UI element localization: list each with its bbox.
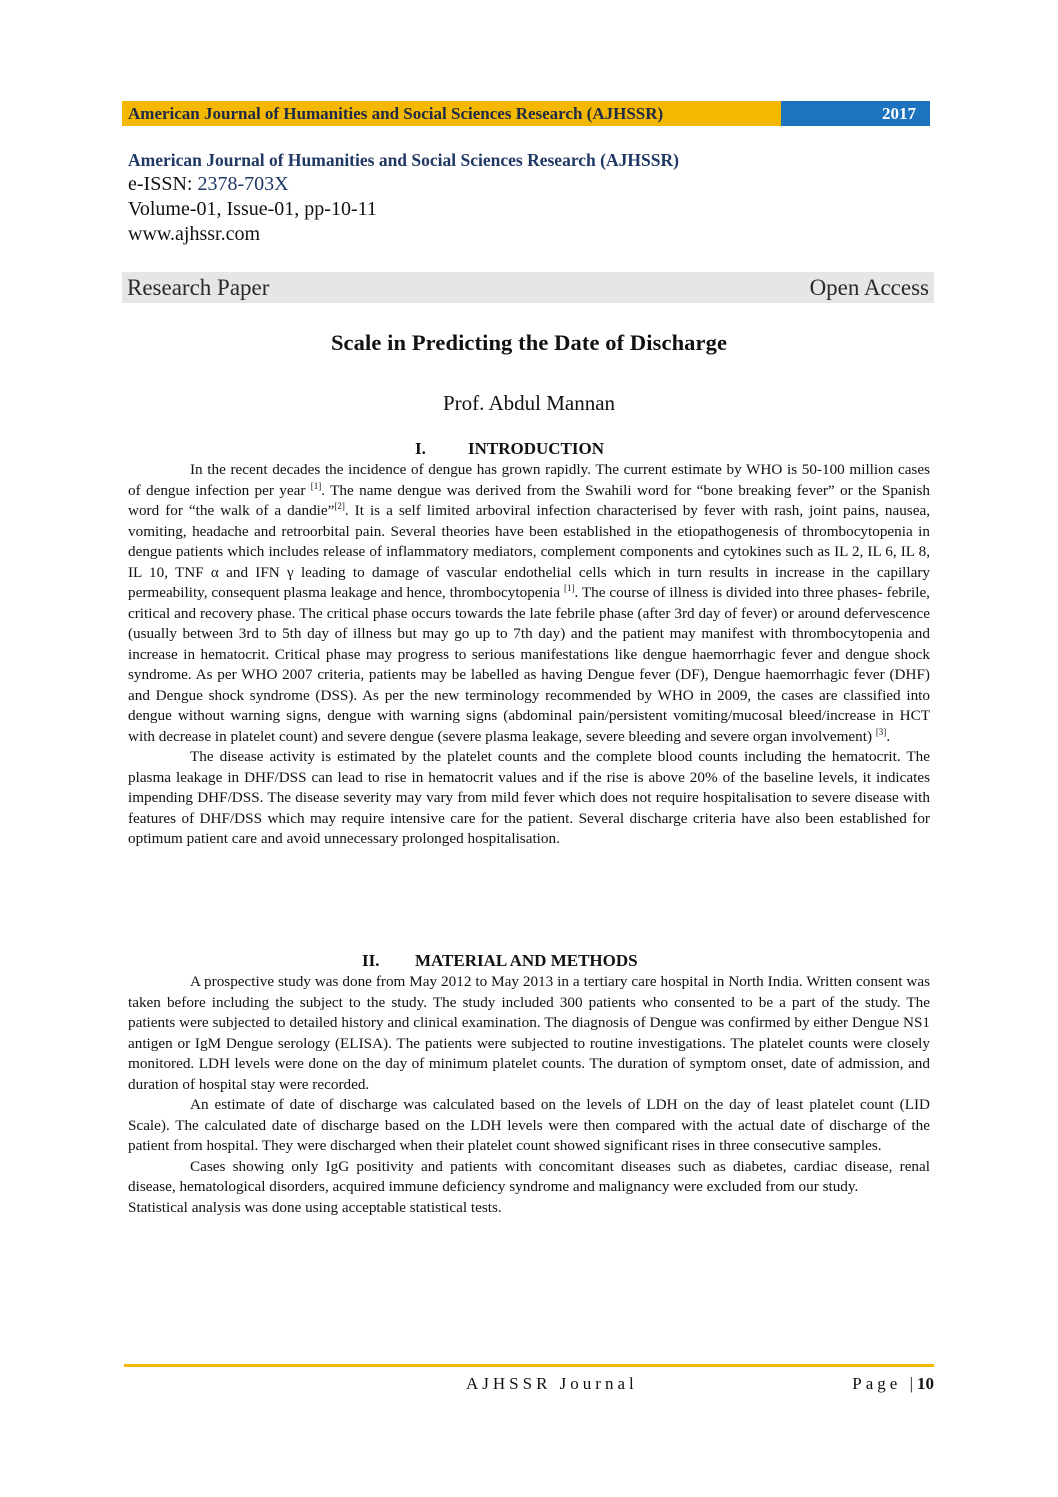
- methods-body: [128, 972, 930, 1218]
- article-type: Research Paper: [127, 274, 270, 300]
- issn-line: [128, 172, 928, 197]
- paragraph-text: .: [886, 727, 891, 745]
- citation: [2]: [334, 501, 345, 511]
- running-header-year: 2017: [781, 101, 930, 126]
- citation: [1]: [310, 480, 322, 491]
- issn-value: 2378-703X: [197, 173, 289, 195]
- page-number: 10: [917, 1374, 934, 1393]
- page-label: Page |: [852, 1374, 917, 1393]
- section-title: INTRODUCTION: [468, 439, 605, 458]
- paragraph: A prospective study was done from May 2012 to May 2013 in a tertiary care hospital in North India. Written consent was taken before including the subject to the study. The study included 300 patients who consented to be a part of the study. The patients were subjected to detailed history and clinical examination. The diagnosis of Dengue was confirmed by either Dengue NS1 antigen or IgM Dengue serology (ELISA). The patients were subjected to routine investigations. The platelet counts were closely monitored. LDH levels were done on the day of minimum platelet counts. The duration of symptom onset, date of admission, and duration of hospital stay were recorded.: [128, 973, 930, 1093]
- article-type-bar: [122, 272, 934, 303]
- paragraph: The disease activity is estimated by the platelet counts and the complete blood counts including the hematocrit. The plasma leakage in DHF/DSS can lead to rise in hematocrit values and if the rise is above 20% of the baseline levels, it indicates impending DHF/DSS. The disease severity may vary from mild fever which does not require hospitalisation to severe disease with features of DHF/DSS which may require intensive care for the patient. Several discharge criteria have also been established for optimum patient care and avoid unnecessary prolonged hospitalisation.: [128, 748, 930, 847]
- footer-rule: [124, 1364, 934, 1367]
- volume-line: Volume-01, Issue-01, pp-10-11: [128, 198, 377, 220]
- paragraph-text: . It is a self limited arboviral infection characterised by fever with rash, joint pains, nausea, vomiting, headache and retroorbital pain. Several theories have been established in the etiopathogenesis of thrombocytopenia in dengue patients which includes release of inflammatory mediators, complement components and cytokines such as IL 2, IL 6, IL 8, IL 10, TNF α and IFN γ leading to damage of vascular endothelial cells which in turn results in increase in the capillary permeability, consequent plasma leakage and hence, thrombocytopenia: [128, 502, 931, 601]
- footer-page-number: [852, 1374, 934, 1394]
- journal-info: [128, 148, 928, 247]
- paragraph-text: In the recent decades the incidence of dengue has grown rapidly. The current estimate by WHO is 50-100 million cases of dengue infection per year: [128, 461, 930, 499]
- website-link[interactable]: www.ajhssr.com: [128, 223, 261, 245]
- access-type: Open Access: [809, 274, 929, 300]
- running-header-journal: American Journal of Humanities and Social Sciences Research (AJHSSR): [122, 101, 781, 126]
- citation: [3]: [875, 726, 887, 737]
- paragraph: [128, 460, 930, 747]
- section-number: II.: [362, 951, 380, 970]
- paragraph-text: . The name dengue was derived from the Swahili word for “bone breaking fever” or the Spanish word for “the walk of a dandie”: [128, 481, 930, 519]
- paper-title: Scale in Predicting the Date of Discharge: [330, 330, 728, 355]
- paragraph: Statistical analysis was done using acceptable statistical tests.: [128, 1198, 502, 1216]
- section-number: I.: [415, 439, 426, 458]
- citation: [1]: [563, 583, 575, 593]
- paper-author: Prof. Abdul Mannan: [442, 391, 616, 415]
- issn-label: e-ISSN:: [128, 173, 198, 195]
- introduction-body: [128, 460, 930, 850]
- running-header: [122, 101, 930, 126]
- section-title: MATERIAL AND METHODS: [415, 951, 638, 970]
- paragraph: An estimate of date of discharge was calculated based on the levels of LDH on the day of least platelet count (LID Scale). The calculated date of discharge based on the LDH levels were then compared with the actual date of discharge of the patient from hospital. They were discharged when their platelet count showed significant rises in three consecutive samples.: [128, 1096, 930, 1154]
- footer-journal: AJHSSR Journal: [466, 1374, 638, 1393]
- paragraph-text: . The course of illness is divided into three phases- febrile, critical and recovery phase. The critical phase occurs towards the late febrile phase (after 3rd day of fever) or around defervescence (usually between 3rd to 5th day of illness but may go up to 7th day) and the patient may manifest with thrombocytopenia and increase in hematocrit. Critical phase may progress to serious manifestations like dengue haemorrhagic fever and dengue shock syndrome. As per WHO 2007 criteria, patients may be labelled as having Dengue fever (DF), Dengue haemorrhagic fever (DHF) and Dengue shock syndrome (DSS). As per the new terminology recommended by WHO in 2009, the cases are classified into dengue without warning signs, dengue with warning signs (abdominal pain/persistent vomiting/mucosal bleed/increase in HCT with decrease in platelet count) and severe dengue (severe plasma leakage, severe bleeding and severe organ involvement): [128, 584, 930, 745]
- paragraph: Cases showing only IgG positivity and patients with concomitant diseases such as diabetes, cardiac disease, renal disease, hematological disorders, acquired immune deficiency syndrome and malignancy were excluded from our study.: [128, 1157, 930, 1195]
- journal-name: American Journal of Humanities and Social Sciences Research (AJHSSR): [128, 150, 679, 170]
